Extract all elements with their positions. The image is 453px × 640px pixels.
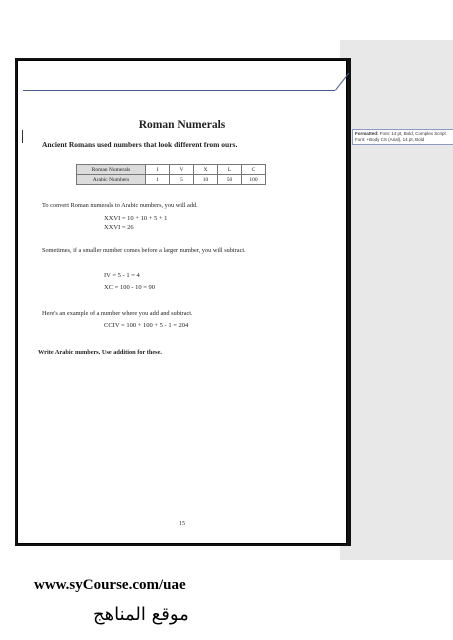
format-comment-balloon[interactable] xyxy=(352,129,453,145)
instruction-text: Write Arabic numbers. Use addition for these. xyxy=(38,349,162,356)
text-cursor xyxy=(22,130,23,143)
table-cell: C xyxy=(242,165,266,175)
table-cell: I xyxy=(146,165,170,175)
addition-example-1: XXVI = 10 + 10 + 5 + 1 xyxy=(104,215,168,222)
table-cell: 10 xyxy=(194,175,218,185)
footer-arabic-text: موقع المناهج xyxy=(93,604,189,625)
subtraction-intro: Sometimes, if a smaller number comes before a larger number, you will subtract. xyxy=(42,247,246,254)
numerals-table xyxy=(76,164,266,185)
combined-example: CCIV = 100 + 100 + 5 - 1 = 204 xyxy=(104,322,189,329)
table-row-header: Arabic Numbers xyxy=(77,175,146,185)
comments-pane xyxy=(340,40,453,560)
comment-line-1: Font: 14 pt, Bold, Complex Script xyxy=(379,131,446,136)
document-page[interactable] xyxy=(17,60,347,544)
table-cell: 50 xyxy=(218,175,242,185)
table-cell: L xyxy=(218,165,242,175)
table-cell: 100 xyxy=(242,175,266,185)
table-cell: 1 xyxy=(146,175,170,185)
table-cell: X xyxy=(194,165,218,175)
combined-intro: Here's an example of a number where you add and subtract. xyxy=(42,310,193,317)
table-cell: 5 xyxy=(170,175,194,185)
subtraction-example-2: XC = 100 - 10 = 90 xyxy=(104,284,156,291)
comment-anchor-line xyxy=(23,90,335,91)
page-number: 15 xyxy=(179,521,185,527)
table-row-header: Roman Numerals xyxy=(77,165,146,175)
addition-intro: To convert Roman numerals to Arabic numbers, you will add. xyxy=(42,202,198,209)
comment-line-2: Font: +Body CS (Arial), 14 pt, Bold xyxy=(355,136,425,142)
subtraction-example-1: IV = 5 - 1 = 4 xyxy=(104,272,140,279)
document-subtitle: Ancient Romans used numbers that look different from ours. xyxy=(42,140,238,149)
footer-url: www.syCourse.com/uae xyxy=(34,577,186,593)
comment-label: Formatted: xyxy=(355,131,379,136)
addition-example-2: XXVI = 26 xyxy=(104,224,134,231)
table-cell: V xyxy=(170,165,194,175)
table-row xyxy=(77,165,266,175)
table-row xyxy=(77,175,266,185)
document-title: Roman Numerals xyxy=(138,119,226,131)
